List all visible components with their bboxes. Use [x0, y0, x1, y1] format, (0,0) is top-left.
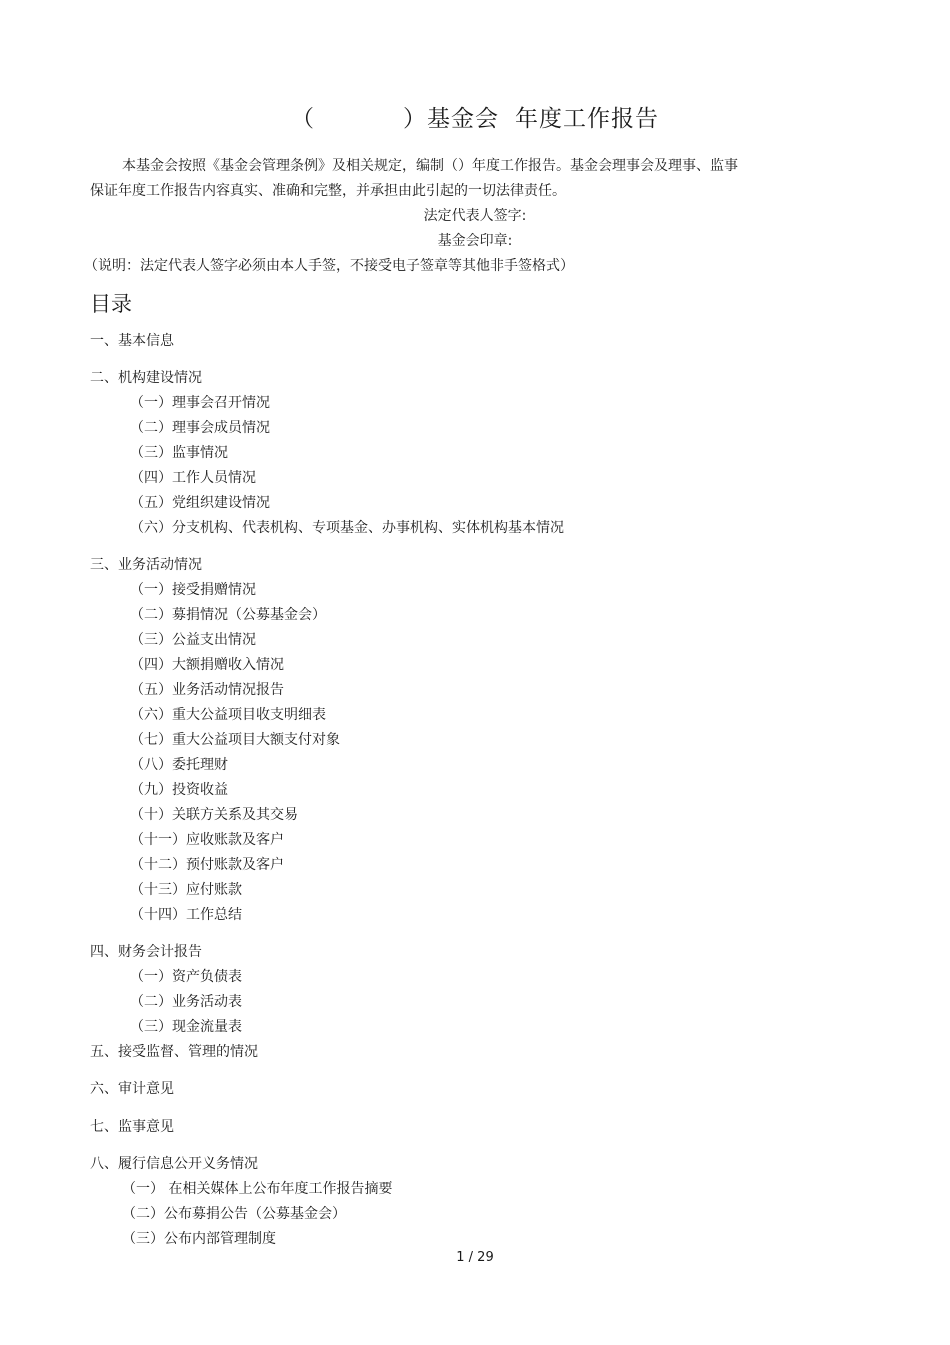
toc-item: （十二）预付账款及客户: [130, 857, 284, 873]
toc-section: 二、机构建设情况: [90, 370, 202, 386]
toc-item: （六）分支机构、代表机构、专项基金、办事机构、实体机构基本情况: [130, 520, 564, 536]
toc-item: （四）工作人员情况: [130, 470, 256, 486]
foundation-seal: 基金会印章:: [437, 233, 513, 249]
toc-item: （四）大额捐赠收入情况: [130, 657, 284, 673]
toc-section: 三、业务活动情况: [90, 557, 202, 573]
toc-item: （九）投资收益: [130, 782, 228, 798]
signature-note: （说明：法定代表人签字必须由本人手签，不接受电子签章等其他非手签格式）: [84, 258, 574, 274]
toc-item: （十）关联方关系及其交易: [130, 807, 298, 823]
toc-item: （一） 在相关媒体上公布年度工作报告摘要: [122, 1181, 393, 1197]
toc-heading: 目录: [90, 292, 132, 316]
page-number: 1 / 29: [456, 1250, 494, 1265]
toc-section: 四、财务会计报告: [90, 944, 202, 960]
toc-item: （六）重大公益项目收支明细表: [130, 707, 326, 723]
toc-section: 五、接受监督、管理的情况: [90, 1044, 258, 1060]
toc-item: （七）重大公益项目大额支付对象: [130, 732, 340, 748]
intro-line-2: 保证年度工作报告内容真实、准确和完整，并承担由此引起的一切法律责任。: [90, 183, 566, 199]
toc-item: （五）党组织建设情况: [130, 495, 270, 511]
toc-item: （三）公布内部管理制度: [122, 1231, 276, 1247]
toc-item: （五）业务活动情况报告: [130, 682, 284, 698]
toc-item: （二）公布募捐公告（公募基金会）: [122, 1206, 346, 1222]
toc-item: （一）接受捐赠情况: [130, 582, 256, 598]
title-rest: 年度工作报告: [515, 106, 659, 132]
toc-item: （三）公益支出情况: [130, 632, 256, 648]
toc-item: （二）理事会成员情况: [130, 420, 270, 436]
toc-section: 六、审计意见: [90, 1081, 174, 1097]
toc-item: （一）资产负债表: [130, 969, 242, 985]
title-close-paren: ）基金会: [403, 106, 499, 132]
toc-item: （一）理事会召开情况: [130, 395, 270, 411]
toc-item: （三）监事情况: [130, 445, 228, 461]
toc-section: 一、基本信息: [90, 333, 174, 349]
toc-section: 七、监事意见: [90, 1119, 174, 1135]
toc-item: （十三）应付账款: [130, 882, 242, 898]
toc-item: （十一）应收账款及客户: [130, 832, 284, 848]
toc-item: （八）委托理财: [130, 757, 228, 773]
intro-line-1: 本基金会按照《基金会管理条例》及相关规定，编制（）年度工作报告。基金会理事会及理事、监事: [122, 158, 738, 174]
toc-section: 八、履行信息公开义务情况: [90, 1156, 258, 1172]
title-open-paren: （: [291, 106, 315, 132]
toc-item: （二）募捐情况（公募基金会）: [130, 607, 326, 623]
report-title: [0, 100, 950, 133]
toc-item: （十四）工作总结: [130, 907, 242, 923]
legal-representative-signature: 法定代表人签字:: [423, 208, 527, 224]
toc-item: （二）业务活动表: [130, 994, 242, 1010]
toc-item: （三）现金流量表: [130, 1019, 242, 1035]
